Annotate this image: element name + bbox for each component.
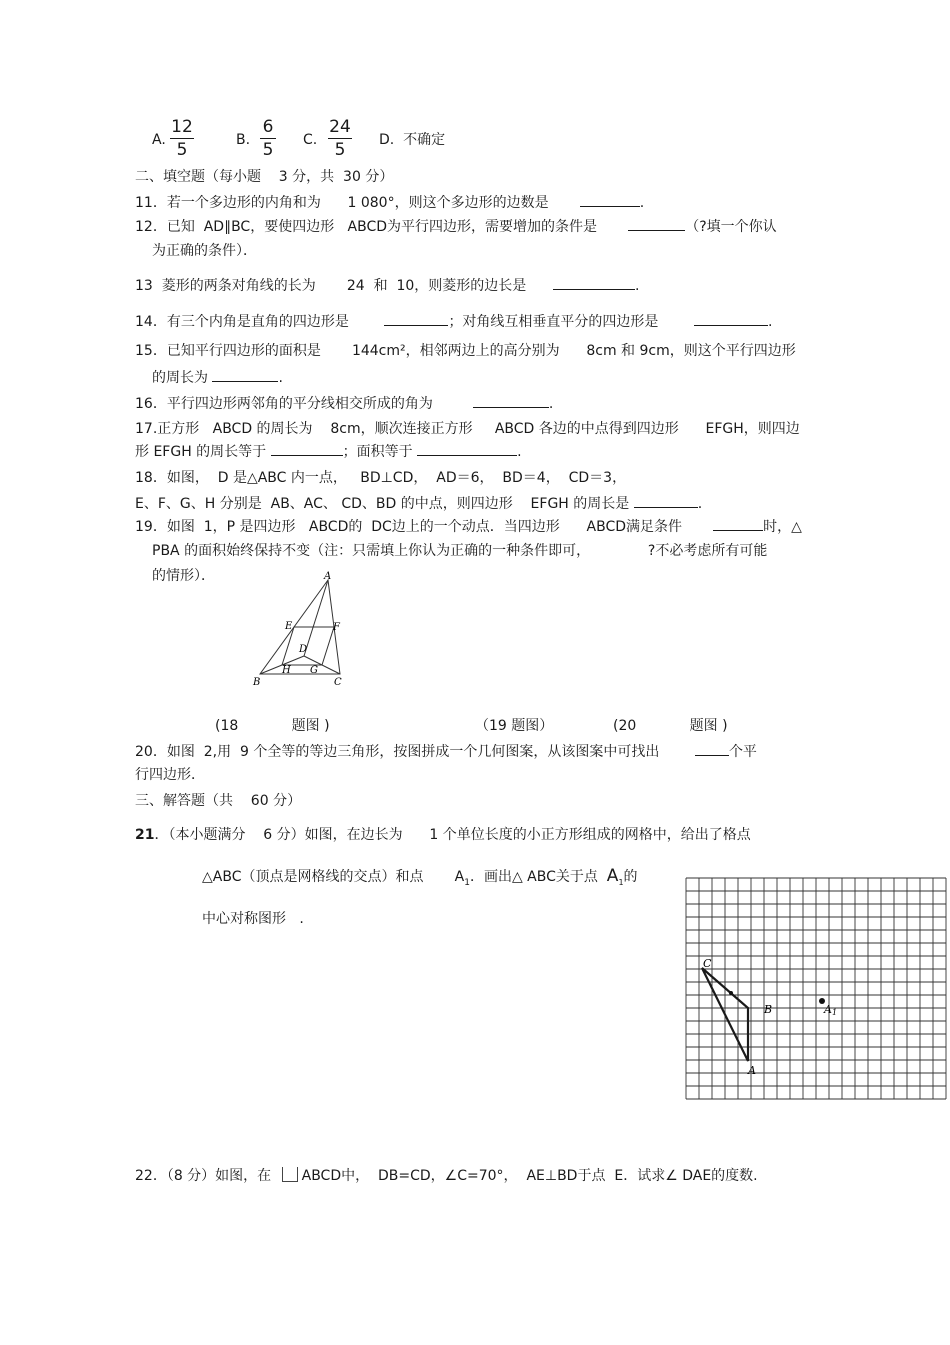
q15-line2-text: 的周长为 <box>152 370 208 386</box>
question-20 <box>135 741 757 762</box>
q17-blank-2 <box>417 441 517 456</box>
q13-period: . <box>635 278 640 294</box>
q21-line2-text: △ABC（顶点是网格线的交点）和点 A <box>202 869 465 885</box>
denominator: 5 <box>334 140 346 160</box>
label-c: C <box>334 677 342 688</box>
q19-blank <box>713 516 763 531</box>
q22-text: 22．（8 分）如图，在 <box>135 1168 272 1184</box>
q18-line2 <box>135 493 702 514</box>
q18-period: . <box>697 496 703 512</box>
label-e: E <box>285 621 293 632</box>
question-13 <box>135 275 639 296</box>
choice-c-fraction <box>328 117 352 160</box>
choice-b-fraction <box>260 117 276 160</box>
q13-blank <box>553 275 635 290</box>
q21-a1-symbol: A <box>606 866 619 886</box>
q19-line3: 的情形）． <box>152 568 215 584</box>
choice-d-letter: D. <box>379 132 395 148</box>
grid-point-marker <box>729 991 733 995</box>
q21-line2-b: ．画出△ ABC关于点 <box>469 869 598 885</box>
numerator: 6 <box>262 117 274 137</box>
choice-a-label: A. <box>152 132 166 148</box>
parallelogram-icon <box>282 1167 298 1182</box>
choice-a-fraction <box>170 117 194 160</box>
q18-blank <box>634 493 698 508</box>
label-b: B <box>253 677 261 688</box>
section3-heading: 三、解答题（共 60 分） <box>135 793 302 809</box>
q22-tail: ABCD中， DB=CD，∠C=70°， AE⊥BD于点 E．试求∠ DAE的度数. <box>301 1168 758 1184</box>
q14-period: . <box>768 314 773 330</box>
caption-fig-19: （19 题图） <box>475 718 554 734</box>
figure-21-grid <box>684 876 948 1112</box>
choice-d-label <box>379 130 445 150</box>
q15-period: . <box>278 370 283 386</box>
figure-18-triangle <box>246 566 352 692</box>
q17-line2-a: 形 EFGH 的周长等于 <box>135 444 267 460</box>
label-f: F <box>333 622 340 633</box>
q20-tail: 个平 <box>728 744 757 760</box>
caption-fig-20: (20 题图 ) <box>613 718 728 734</box>
choice-c-label: C. <box>303 132 318 148</box>
q13-text: 13 菱形的两条对角线的长为 24 和 10，则菱形的边长是 <box>135 278 527 294</box>
label-a: A <box>748 1064 756 1077</box>
q14-text-b: ；对角线互相垂直平分的四边形是 <box>448 314 659 330</box>
choice-d-text: 不确定 <box>403 132 446 148</box>
q21-text: ．（本小题满分 6 分）如图，在边长为 1 个单位长度的小正方形组成的网格中，给出了格点 <box>154 827 751 843</box>
q21-a1-symbol-sub: 1 <box>618 877 624 887</box>
caption-fig-18: (18 题图 ) <box>215 718 330 734</box>
q12-text: 12．已知 AD∥BC，要使四边形 ABCD为平行四边形，需要增加的条件是 <box>135 219 598 235</box>
q16-blank <box>473 393 549 408</box>
question-21 <box>135 825 751 845</box>
question-22 <box>135 1166 758 1186</box>
q19-line2: PBA 的面积始终保持不变（注：只需填上你认为正确的一种条件即可， ?不必考虑所有可能 <box>152 543 768 559</box>
label-c: C <box>703 957 712 970</box>
question-16 <box>135 393 553 414</box>
question-11 <box>135 192 644 213</box>
q20-blank <box>695 741 729 756</box>
section2-heading: 二、填空题（每小题 3 分，共 30 分） <box>135 169 394 185</box>
numerator: 12 <box>171 117 193 137</box>
q21-number: 21 <box>135 827 155 843</box>
question-19 <box>135 516 802 537</box>
q15-line2 <box>152 367 283 388</box>
label-g: G <box>310 665 318 676</box>
q12-line2: 为正确的条件）． <box>152 243 257 259</box>
label-h: H <box>282 665 291 676</box>
label-a1 <box>823 1003 837 1017</box>
label-a1-letter: A <box>824 1003 832 1016</box>
q11-blank <box>580 192 640 207</box>
segment-ad <box>304 580 328 656</box>
q17-period: . <box>517 444 522 460</box>
q14-blank-1 <box>384 311 448 326</box>
choice-b-label: B. <box>236 132 251 148</box>
label-d: D <box>299 644 308 655</box>
question-17: 17.正方形 ABCD 的周长为 8cm，顺次连接正方形 ABCD 各边的中点得到四边形 EFGH，则四边 <box>135 421 800 437</box>
q21-line3: 中心对称图形 . <box>202 911 304 927</box>
q19-text: 19．如图 1，P 是四边形 ABCD的 DC边上的一个动点．当四边形 ABCD满足条件 <box>135 519 683 535</box>
q12-tail: （?填一个你认 <box>685 219 777 235</box>
q21-line2-c: 的 <box>623 869 638 885</box>
q16-period: . <box>548 396 554 412</box>
q21-a1-subscript: 1 <box>464 877 470 888</box>
denominator: 5 <box>262 140 274 160</box>
question-12 <box>135 216 777 237</box>
q12-blank <box>628 216 685 231</box>
q16-text: 16．平行四边形两邻角的平分线相交所成的角为 <box>135 396 433 412</box>
question-18: 18．如图， D 是△ABC 内一点， BD⊥CD， AD＝6， BD＝4， CD＝3， <box>135 470 627 486</box>
q19-tail: 时，△ <box>763 519 802 535</box>
q11-text: 11．若一个多边形的内角和为 1 080°，则这个多边形的边数是 <box>135 195 549 211</box>
q14-text-a: 14．有三个内角是直角的四边形是 <box>135 314 349 330</box>
label-b: B <box>764 1003 773 1016</box>
question-15: 15．已知平行四边形的面积是 144cm²，相邻两边上的高分别为 8cm 和 9cm，则这个平行四边形 <box>135 343 796 359</box>
denominator: 5 <box>176 140 188 160</box>
q20-line2: 行四边形． <box>135 767 205 783</box>
q20-text: 20．如图 2,用 9 个全等的等边三角形，按图拼成一个几何图案，从该图案中可找出 <box>135 744 660 760</box>
q17-line2-b: ；面积等于 <box>342 444 413 460</box>
q11-period: . <box>639 195 645 211</box>
q18-line2-text: E、F、G、H 分别是 AB、AC、 CD、BD 的中点，则四边形 EFGH 的周长是 <box>135 496 630 512</box>
q15-blank <box>212 367 278 382</box>
label-a1-sub: 1 <box>831 1008 838 1017</box>
label-a: A <box>324 571 332 582</box>
numerator: 24 <box>329 117 351 137</box>
question-14 <box>135 311 773 332</box>
q17-blank-1 <box>271 441 343 456</box>
q17-line2 <box>135 441 522 462</box>
q21-line2 <box>202 866 638 893</box>
q14-blank-2 <box>694 311 768 326</box>
